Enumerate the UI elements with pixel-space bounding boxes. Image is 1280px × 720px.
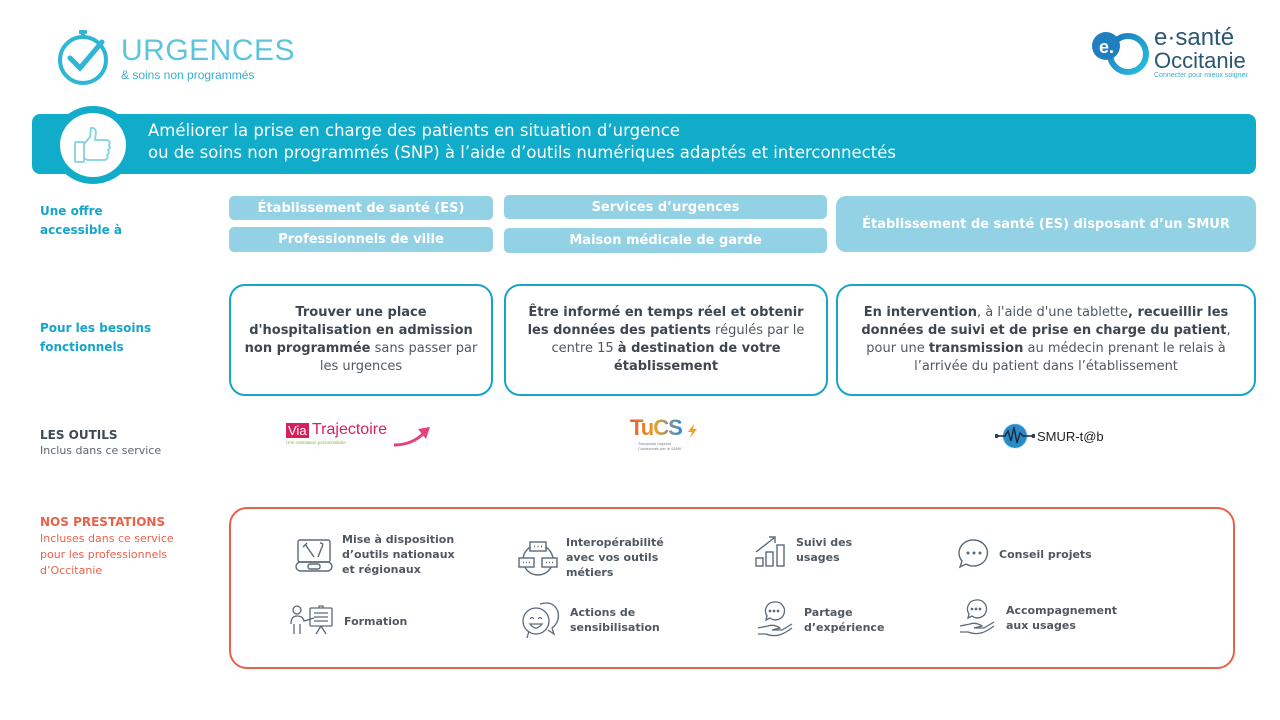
toolbox-icon — [294, 535, 334, 575]
prestation-mise-a-disposition — [294, 532, 455, 577]
need-box-smur — [836, 284, 1256, 396]
label-prestations-title: NOS PRESTATIONS — [40, 515, 166, 529]
audience-pill-es: Établissement de santé (ES) — [229, 196, 493, 220]
label-prestations-line2: pour les professionnels — [40, 548, 168, 561]
e-circle-logo-icon — [1090, 28, 1152, 80]
label-besoins-line2: fonctionnels — [40, 340, 124, 354]
need-emphasis: Trouver une place d'hospitalisation en admission non programmée — [244, 305, 473, 356]
audience-pill-maison-medicale: Maison médicale de garde — [504, 228, 827, 253]
label-prestations-line3: d’Occitanie — [40, 564, 103, 577]
prestation-line: Mise à disposition — [342, 533, 455, 546]
tool-viatrajectoire-logo — [286, 421, 436, 449]
tucs-tagline-2: Coordonnés par le SAMU — [638, 447, 682, 451]
audience-pill-professionnels: Professionnels de ville — [229, 227, 493, 252]
urgences-logo — [56, 28, 296, 86]
need-emphasis: Être informé en temps réel et obtenir les données des patients — [527, 305, 804, 338]
viatrajectoire-prefix: Via — [288, 423, 307, 438]
label-besoins — [40, 319, 151, 357]
prestation-label — [999, 547, 1092, 562]
prestation-label — [344, 614, 407, 629]
prestation-label — [796, 535, 852, 565]
need-box-tucs — [504, 284, 828, 396]
prestation-label — [1006, 603, 1117, 633]
hand-bubble-icon — [958, 598, 998, 638]
prestation-line: aux usages — [1006, 619, 1076, 632]
need-text — [848, 304, 1244, 376]
need-text-run: , à l'aide d'une tablette — [976, 305, 1129, 320]
prestation-label — [804, 605, 884, 635]
tool-tucs-logo — [630, 415, 702, 454]
ecg-globe-icon — [995, 423, 1035, 449]
viatrajectoire-tagline: Une orientation personnalisée — [286, 440, 346, 445]
viatrajectoire-name: Trajectoire — [312, 421, 387, 438]
trainer-board-icon — [288, 604, 336, 638]
need-emphasis: à destination de votre établissement — [613, 341, 781, 374]
need-box-trajectoire — [229, 284, 493, 396]
label-prestations-line1: Incluses dans ce service — [40, 532, 174, 545]
smiley-bubbles-icon — [520, 600, 562, 640]
audience-pill-es-smur: Établissement de santé (ES) disposant d’un SMUR — [836, 196, 1256, 252]
prestation-suivi-usages — [754, 532, 852, 568]
prestation-line: Actions de — [570, 606, 636, 619]
prestation-label — [342, 532, 455, 577]
prestation-label — [566, 535, 664, 580]
urgences-subtitle: & soins non programmés — [121, 68, 255, 82]
thumbs-up-icon — [71, 123, 115, 167]
label-outils-subtitle: Inclus dans ce service — [40, 444, 162, 457]
prestation-line: métiers — [566, 566, 614, 579]
prestation-line: avec vos outils — [566, 551, 659, 564]
banner-icon-badge — [52, 106, 134, 184]
prestation-partage-experience — [756, 600, 884, 640]
network-icon — [518, 538, 558, 578]
tucs-name: TuCS — [630, 415, 682, 440]
chat-bubble-icon — [957, 538, 991, 570]
need-emphasis: transmission — [928, 341, 1024, 356]
label-outils-title: LES OUTILS — [40, 428, 118, 442]
label-outils — [40, 428, 161, 457]
prestation-line: Suivi des — [796, 536, 853, 549]
label-prestations-subtitle — [40, 531, 174, 579]
prestation-conseil-projets — [957, 538, 1092, 570]
need-text — [516, 304, 816, 376]
stopwatch-check-icon — [56, 28, 112, 86]
prestation-line: usages — [796, 551, 840, 564]
need-text — [241, 304, 481, 376]
smurtab-name: SMUR-t@b — [1037, 428, 1104, 444]
urgences-title: URGENCES — [121, 34, 296, 67]
need-emphasis: En intervention — [863, 305, 977, 320]
hand-bubble-icon — [756, 600, 796, 640]
need-text-run: régulés par le centre 15 — [551, 323, 805, 356]
label-prestations — [40, 515, 174, 579]
label-offre-line1: Une offre — [40, 204, 103, 218]
banner-text — [148, 120, 896, 164]
audience-pill-urgences: Services d’urgences — [504, 195, 827, 219]
prestation-line: d’expérience — [804, 621, 885, 634]
prestation-sensibilisation — [520, 600, 660, 640]
prestation-line: d’outils nationaux — [342, 548, 455, 561]
prestation-line: Formation — [344, 614, 408, 628]
label-besoins-line1: Pour les besoins — [40, 321, 152, 335]
prestation-line: et régionaux — [342, 563, 421, 576]
prestation-accompagnement — [958, 598, 1117, 638]
need-text-run: sans passer par les urgences — [319, 341, 478, 374]
banner-line-2: ou de soins non programmés (SNP) à l’aide d’outils numériques adaptés et interconnectés — [148, 143, 896, 162]
label-offre-line2: accessible à — [40, 223, 122, 237]
banner-line-1: Améliorer la prise en charge des patients en situation d’urgence — [148, 121, 680, 140]
prestation-line: Partage — [804, 606, 853, 619]
need-text-run: au médecin prenant le relais à l’arrivée du patient dans l’établissement — [914, 341, 1226, 374]
tucs-tagline-1: Transports Urgents — [638, 442, 672, 446]
arrow-icon — [394, 425, 434, 447]
tool-smurtab-logo — [995, 423, 1104, 449]
prestation-formation — [288, 604, 407, 638]
occitanie-title: Occitanie — [1154, 48, 1246, 73]
lightning-icon — [686, 424, 698, 438]
need-emphasis: , recueillir les données de suivi et de prise en charge du patient — [861, 305, 1229, 338]
prestation-interoperabilite — [518, 535, 664, 580]
prestation-line: sensibilisation — [570, 621, 660, 634]
label-offre — [40, 202, 122, 240]
prestation-line: Accompagnement — [1006, 604, 1118, 617]
growth-chart-icon — [754, 532, 788, 568]
svg-text:e.: e. — [1099, 37, 1115, 57]
esante-occitanie-logo — [1090, 24, 1265, 80]
need-text-run: , pour une — [866, 323, 1231, 356]
prestation-label — [570, 605, 660, 635]
prestation-line: Conseil projets — [999, 547, 1092, 561]
prestation-line: Interopérabilité — [566, 536, 664, 549]
esante-tagline: Connecter pour mieux soigner — [1154, 72, 1248, 79]
esante-title: e·santé — [1154, 24, 1235, 51]
